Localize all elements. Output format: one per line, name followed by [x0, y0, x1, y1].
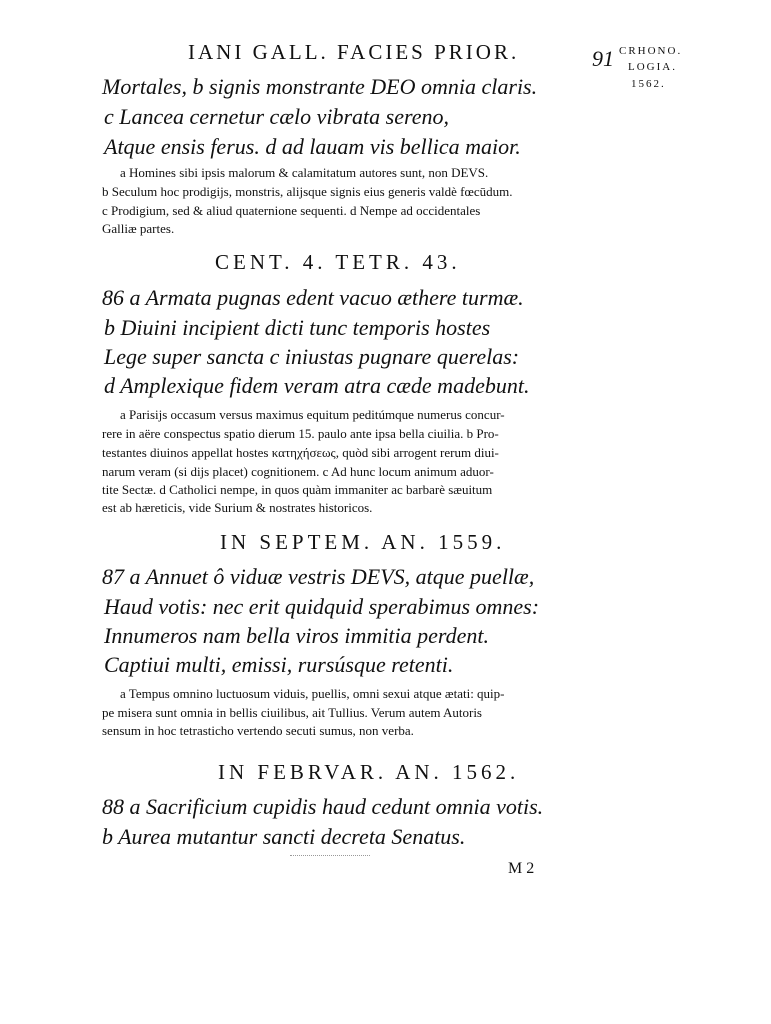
verse-line: Innumeros nam bella viros immitia perdent. [104, 623, 489, 648]
signature-mark: M 2 [508, 860, 535, 877]
note-line: tite Sectæ. d Catholici nempe, in quos quàm immaniter ac barbarè sæuitum [102, 482, 493, 497]
note-line: est ab hæreticis, vide Surium & nostrates historicos. [102, 500, 373, 515]
side-note-line-3: 1562. [631, 78, 666, 90]
verse-line: Lege super sancta c iniustas pugnare querelas: [104, 344, 520, 369]
verse-line: Mortales, b signis monstrante DEO omnia claris. [102, 74, 538, 99]
note-line: c Prodigium, sed & aliud quaternione sequenti. d Nempe ad occidentales [102, 203, 481, 218]
section-heading: IN SEPTEM. AN. 1559. [220, 530, 506, 554]
note-line: narum veram (si dijs placet) cognitionem. c Ad hunc locum animum aduor- [102, 464, 494, 479]
verse-line: d Amplexique fidem veram atra cæde madebunt. [104, 373, 530, 398]
page-number: 91 [592, 46, 614, 71]
verse-line: c Lancea cernetur cælo vibrata sereno, [104, 104, 449, 129]
verse-line: Haud votis: nec erit quidquid sperabimus omnes: [104, 594, 540, 619]
verse-line: Captiui multi, emissi, rursúsque retenti. [104, 652, 454, 677]
running-title: IANI GALL. FACIES PRIOR. [188, 40, 520, 64]
note-line: a Parisijs occasum versus maximus equitum peditúmque numerus concur- [120, 407, 505, 422]
note-line: testantes diuinos appellat hostes κατηχήσεως, quòd sibi arrogent rerum diui- [102, 445, 499, 460]
section-heading: CENT. 4. TETR. 43. [215, 250, 461, 274]
note-line: Galliæ partes. [102, 221, 175, 236]
side-note-line-1: CRHONO. [619, 45, 683, 57]
note-line: pe misera sunt omnia in bellis ciuilibus, ait Tullius. Verum autem Autoris [102, 705, 482, 720]
note-line: sensum in hoc tetrasticho vertendo secuti sumus, non verba. [102, 723, 414, 738]
verse-line: Atque ensis ferus. d ad lauam vis bellica maior. [104, 134, 521, 159]
verse-line: b Diuini incipient dicti tunc temporis hostes [104, 315, 491, 340]
note-line: b Seculum hoc prodigijs, monstris, alijsque signis eius generis valdè fœcūdum. [102, 184, 513, 199]
section-heading: IN FEBRVAR. AN. 1562. [218, 760, 520, 784]
divider [290, 855, 370, 856]
verse-line: b Aurea mutantur sancti decreta Senatus. [102, 824, 466, 849]
side-note-line-2: LOGIA. [628, 61, 677, 73]
note-line: a Homines sibi ipsis malorum & calamitatum autores sunt, non DEVS. [120, 165, 489, 180]
note-line: rere in aëre conspectus spatio dierum 15. paulo ante ipsa bella ciuilia. b Pro- [102, 426, 499, 441]
verse-line: 86 a Armata pugnas edent vacuo æthere turmæ. [102, 285, 524, 310]
verse-line: 87 a Annuet ô viduæ vestris DEVS, atque puellæ, [102, 564, 535, 589]
verse-line: 88 a Sacrificium cupidis haud cedunt omnia votis. [102, 794, 544, 819]
note-line: a Tempus omnino luctuosum viduis, puellis, omni sexui atque ætati: quip- [120, 686, 505, 701]
